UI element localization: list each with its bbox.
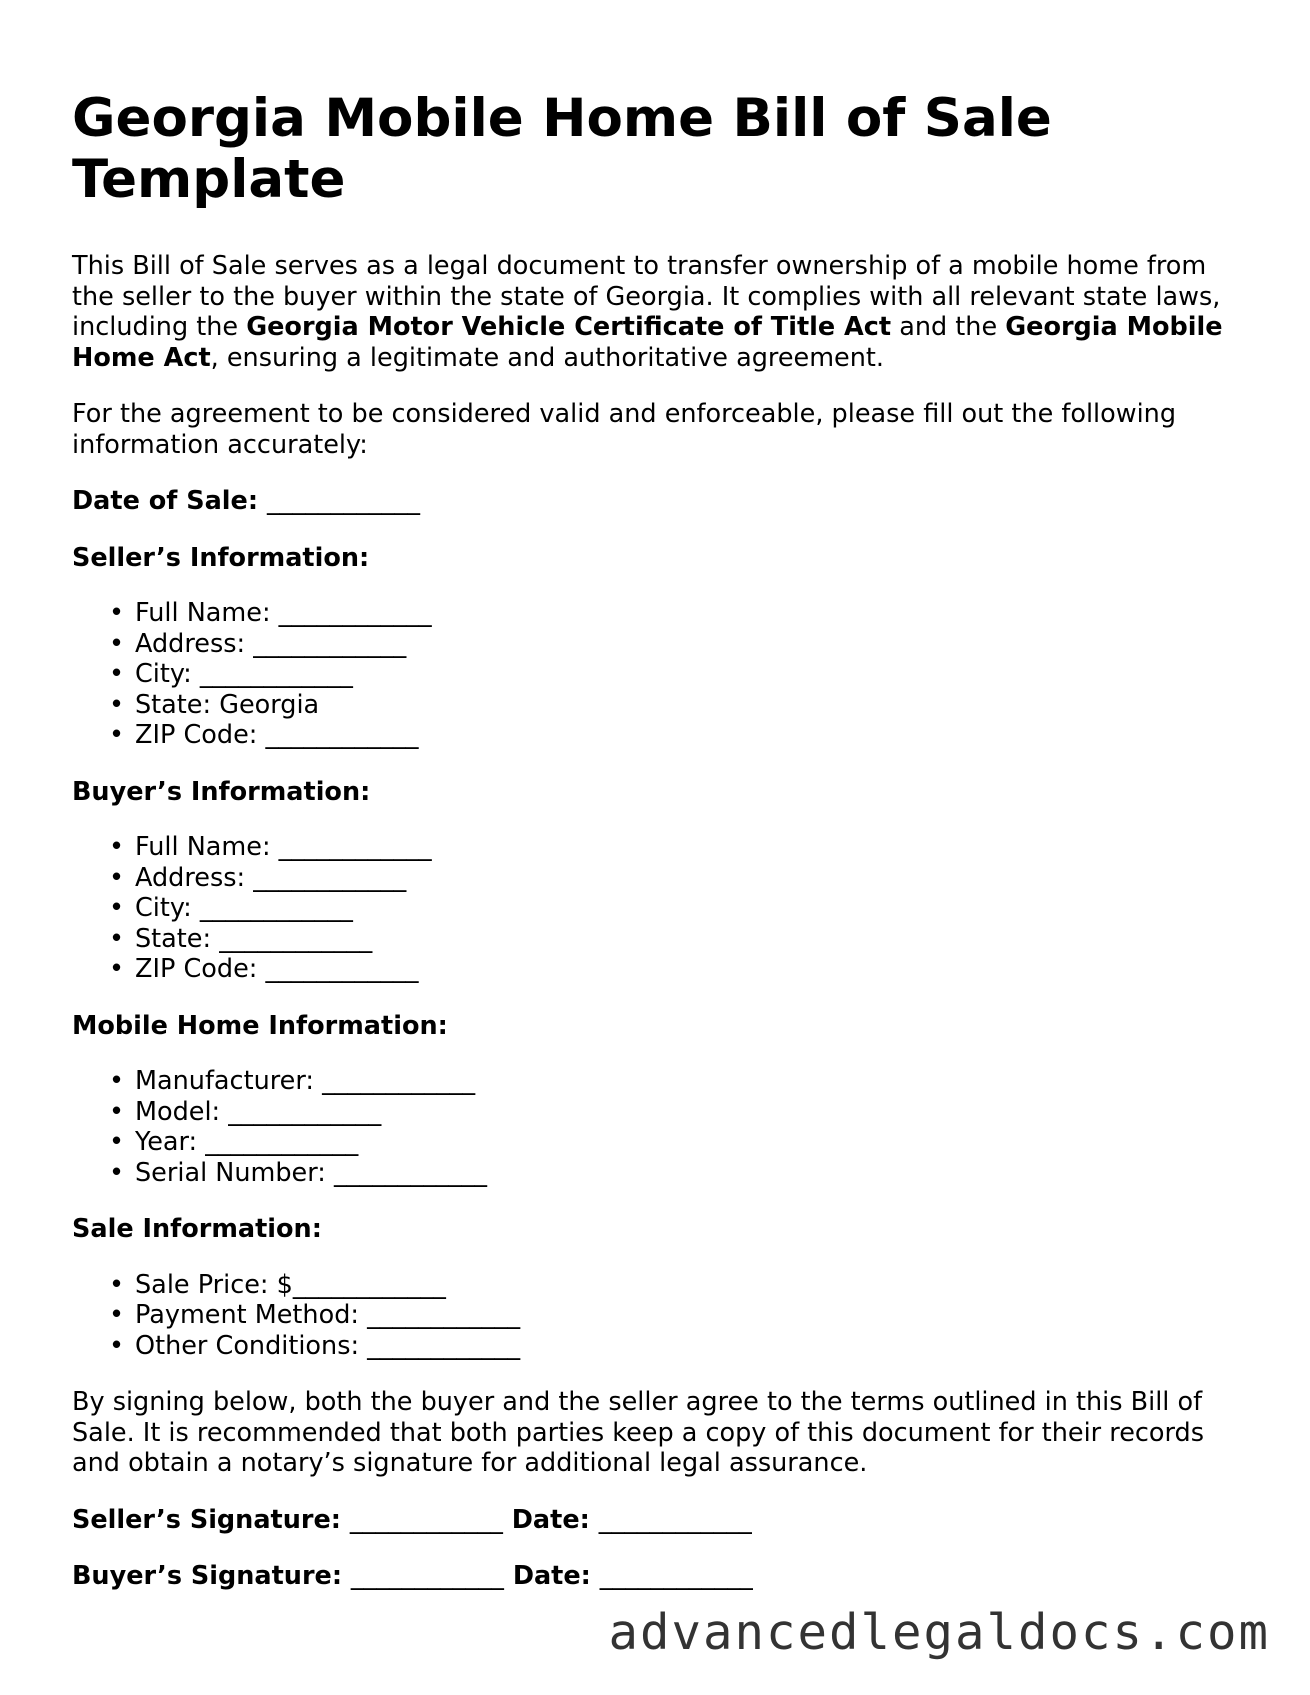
seller-date-label: Date: xyxy=(511,1504,590,1535)
sale-price: Sale Price: $____________ xyxy=(135,1269,446,1300)
bullet-icon: • xyxy=(109,923,125,954)
list-item xyxy=(109,954,1242,985)
date-of-sale-label: Date of Sale: xyxy=(72,486,259,516)
mobile-home-list xyxy=(72,1066,1242,1188)
seller-address: Address: ____________ xyxy=(135,628,407,659)
buyer-full-name: Full Name: ____________ xyxy=(135,832,432,862)
intro-text-3: , ensuring a legitimate and authoritative agreement. xyxy=(210,342,885,373)
buyer-list xyxy=(72,832,1242,985)
bullet-icon: • xyxy=(109,628,125,659)
list-item xyxy=(109,893,1242,924)
list-item xyxy=(109,1300,1242,1331)
buyer-date-blank: ____________ xyxy=(599,1561,753,1591)
bullet-icon: • xyxy=(109,1066,125,1096)
list-item xyxy=(109,1157,1242,1189)
seller-state: State: Georgia xyxy=(135,689,320,720)
buyer-date-label: Date: xyxy=(512,1561,591,1591)
seller-signature-label: Seller’s Signature: xyxy=(72,1504,341,1535)
mobile-home-heading: Mobile Home Information: xyxy=(72,1010,448,1041)
buyer-heading: Buyer’s Information: xyxy=(72,776,371,807)
home-manufacturer: Manufacturer: ____________ xyxy=(135,1066,476,1096)
list-item xyxy=(109,628,1242,660)
bullet-icon: • xyxy=(109,689,125,720)
seller-list xyxy=(72,598,1242,751)
buyer-signature-blank: ____________ xyxy=(350,1561,504,1591)
bullet-icon: • xyxy=(109,1269,125,1300)
buyer-address: Address: ____________ xyxy=(135,862,407,893)
bullet-icon: • xyxy=(109,1157,125,1188)
intro-act-mobile-home-act: Georgia Mobile Home Act xyxy=(72,312,1223,373)
seller-date-blank: ____________ xyxy=(598,1504,752,1535)
bullet-icon: • xyxy=(109,1300,125,1330)
sale-payment-method: Payment Method: ____________ xyxy=(135,1300,521,1330)
intro-text-2: and the xyxy=(891,312,1006,342)
list-item xyxy=(109,923,1242,955)
bullet-icon: • xyxy=(109,954,125,984)
bullet-icon: • xyxy=(109,1127,125,1157)
document-page xyxy=(72,88,1242,1618)
intro-text-1: This Bill of Sale serves as a legal document to transfer ownership of a mobile home from the seller to the buyer within the state of Georgia. It complies with all relevant state laws, including the xyxy=(72,251,1221,342)
seller-zip: ZIP Code: ____________ xyxy=(135,720,419,750)
list-item xyxy=(109,1127,1242,1158)
seller-city: City: ____________ xyxy=(135,659,353,689)
home-serial-number: Serial Number: ____________ xyxy=(135,1157,487,1188)
home-year: Year: ____________ xyxy=(135,1127,359,1157)
buyer-state: State: ____________ xyxy=(135,923,373,954)
home-model: Model: ____________ xyxy=(135,1096,382,1127)
bullet-icon: • xyxy=(109,659,125,689)
watermark: advancedlegaldocs.com xyxy=(608,1604,1270,1661)
bullet-icon: • xyxy=(109,1330,125,1361)
list-item xyxy=(109,1330,1242,1362)
list-item xyxy=(109,659,1242,690)
intro-act-title-act: Georgia Motor Vehicle Certificate of Title Act xyxy=(246,312,892,342)
bullet-icon: • xyxy=(109,893,125,923)
bullet-icon: • xyxy=(109,598,125,628)
list-item xyxy=(109,720,1242,751)
seller-signature-blank: ____________ xyxy=(349,1504,503,1535)
bullet-icon: • xyxy=(109,1096,125,1127)
bullet-icon: • xyxy=(109,832,125,862)
page-title: Georgia Mobile Home Bill of Sale Template xyxy=(72,88,1052,210)
list-item xyxy=(109,1066,1242,1097)
sale-heading: Sale Information: xyxy=(72,1214,322,1244)
seller-heading: Seller’s Information: xyxy=(72,542,370,573)
buyer-zip: ZIP Code: ____________ xyxy=(135,954,419,984)
buyer-city: City: ____________ xyxy=(135,893,353,923)
sale-other-conditions: Other Conditions: ____________ xyxy=(135,1330,521,1361)
seller-signature-line xyxy=(72,1505,1242,1536)
list-item xyxy=(109,1269,1242,1301)
buyer-signature-label: Buyer’s Signature: xyxy=(72,1561,343,1591)
date-of-sale-line xyxy=(72,486,1242,517)
sale-list xyxy=(72,1270,1242,1362)
list-item xyxy=(109,1096,1242,1128)
list-item xyxy=(109,862,1242,894)
list-item xyxy=(109,832,1242,863)
buyer-signature-line xyxy=(72,1561,1242,1592)
seller-full-name: Full Name: ____________ xyxy=(135,598,432,628)
bullet-icon: • xyxy=(109,720,125,750)
instruction-paragraph: For the agreement to be considered valid and enforceable, please fill out the following information accurately: xyxy=(72,399,1177,460)
closing-paragraph: By signing below, both the buyer and the seller agree to the terms outlined in this Bill of Sale. It is recommended that both parties keep a copy of this document for their records and obtain a notary’s signature for additional legal assurance. xyxy=(72,1387,1205,1478)
date-of-sale-blank: ____________ xyxy=(266,486,420,516)
intro-paragraph xyxy=(72,251,1242,373)
list-item xyxy=(109,689,1242,721)
list-item xyxy=(109,598,1242,629)
bullet-icon: • xyxy=(109,862,125,893)
